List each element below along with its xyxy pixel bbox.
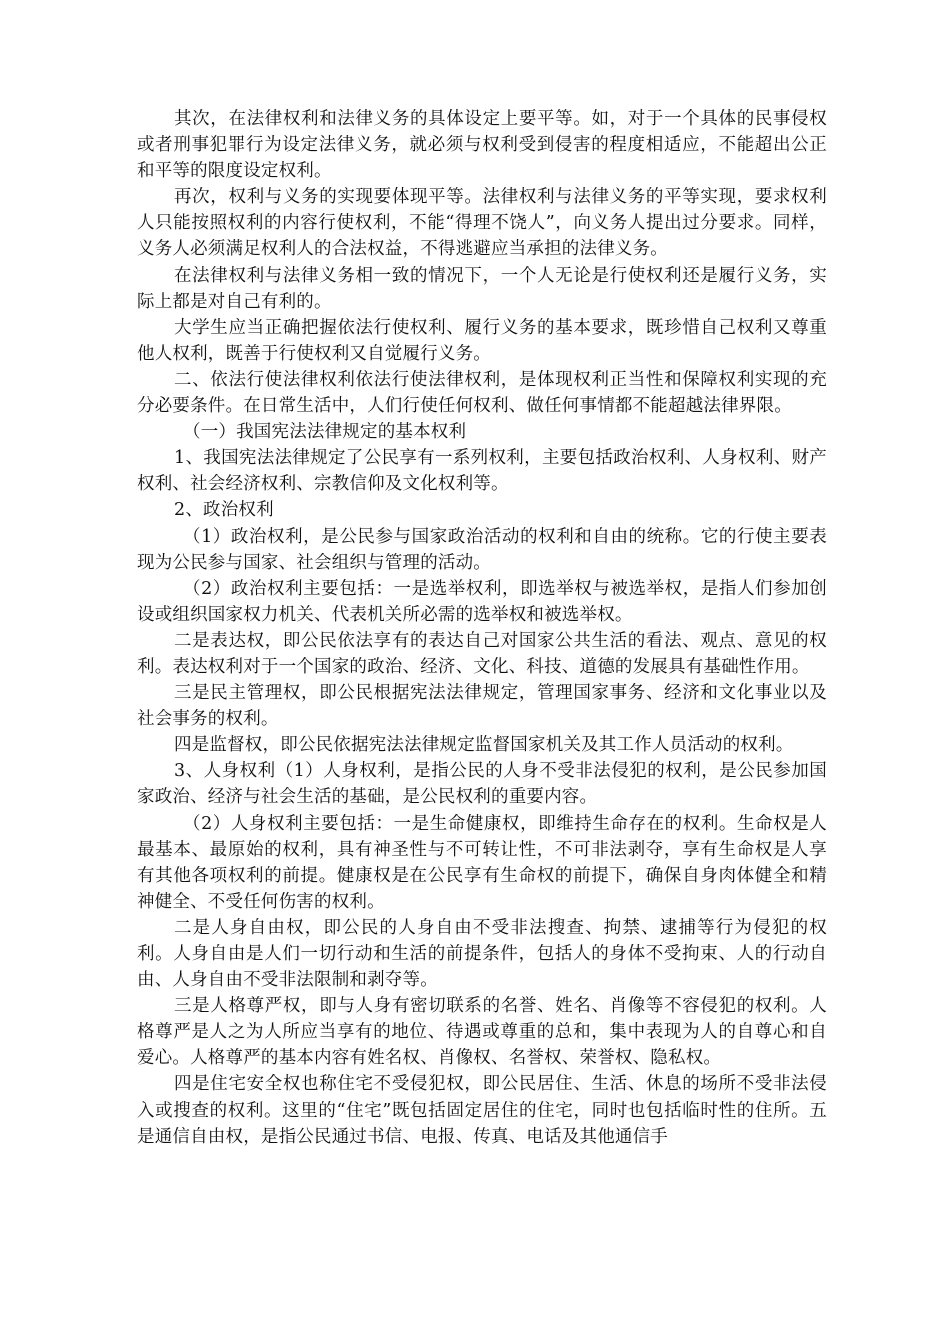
paragraph: 三是人格尊严权，即与人身有密切联系的名誉、姓名、肖像等不容侵犯的权利。人格尊严是人之为人所应当享有的地位、待遇或尊重的总和，集中表现为人的自尊心和自爱心。人格尊严的基本内容有姓名权、肖像权、名誉权、荣誉权、隐私权。 (137, 996, 827, 1069)
paragraph: （2）人身权利主要包括：一是生命健康权，即维持生命存在的权利。生命权是人最基本、最原始的权利，具有神圣性与不可转让性，不可非法剥夺，享有生命权是人享有其他各项权利的前提。健康权是在公民享有生命权的前提下，确保自身肉体健全和精神健全、不受任何伤害的权利。 (137, 813, 827, 912)
paragraph: 在法律权利与法律义务相一致的情况下，一个人无论是行使权利还是履行义务，实际上都是对自己有利的。 (137, 265, 827, 312)
paragraph: （1）政治权利，是公民参与国家政治活动的权利和自由的统称。它的行使主要表现为公民参与国家、社会组织与管理的活动。 (137, 526, 827, 573)
paragraph: 四是住宅安全权也称住宅不受侵犯权，即公民居住、生活、休息的场所不受非法侵入或搜查的权利。这里的“住宅”既包括固定居住的住宅，同时也包括临时性的住所。五是通信自由权，是指公民通过书信、电报、传真、电话及其他通信手 (137, 1074, 827, 1147)
paragraph: 二是人身自由权，即公民的人身自由不受非法搜查、拘禁、逮捕等行为侵犯的权利。人身自由是人们一切行动和生活的前提条件，包括人的身体不受拘束、人的行动自由、人身自由不受非法限制和剥夺等。 (137, 917, 827, 991)
section-heading: （一）我国宪法法律规定的基本权利 (183, 422, 467, 443)
paragraph: 二是表达权，即公民依法享有的表达自己对国家公共生活的看法、观点、意见的权利。表达权利对于一个国家的政治、经济、文化、科技、道德的发展具有基础性作用。 (137, 630, 827, 677)
paragraph: 1、我国宪法法律规定了公民享有一系列权利，主要包括政治权利、人身权利、财产权利、社会经济权利、宗教信仰及文化权利等。 (137, 448, 827, 495)
paragraph: 四是监督权，即公民依据宪法法律规定监督国家机关及其工作人员活动的权利。 (174, 735, 794, 756)
document-body (137, 106, 827, 1150)
paragraph: 再次，权利与义务的实现要体现平等。法律权利与法律义务的平等实现，要求权利人只能按照权利的内容行使权利，不能“得理不饶人”，向义务人提出过分要求。同样，义务人必须满足权利人的合法权益，不得逃避应当承担的法律义务。 (137, 187, 827, 260)
paragraph: 3、人身权利（1）人身权利，是指公民的人身不受非法侵犯的权利，是公民参加国家政治、经济与社会生活的基础，是公民权利的重要内容。 (137, 761, 827, 808)
paragraph: 三是民主管理权，即公民根据宪法法律规定，管理国家事务、经济和文化事业以及社会事务的权利。 (137, 683, 827, 730)
paragraph: （2）政治权利主要包括：一是选举权利，即选举权与被选举权，是指人们参加创设或组织国家权力机关、代表机关所必需的选举权和被选举权。 (137, 578, 827, 625)
paragraph: 其次，在法律权利和法律义务的具体设定上要平等。如，对于一个具体的民事侵权或者刑事犯罪行为设定法律义务，就必须与权利受到侵害的程度相适应，不能超出公正和平等的限度设定权利。 (137, 109, 827, 182)
subsection-heading: 2、政治权利 (174, 500, 274, 521)
paragraph: 二、依法行使法律权利依法行使法律权利，是体现权利正当性和保障权利实现的充分必要条件。在日常生活中，人们行使任何权利、做任何事情都不能超越法律界限。 (137, 369, 827, 417)
paragraph: 大学生应当正确把握依法行使权利、履行义务的基本要求，既珍惜自己权利又尊重他人权利，既善于行使权利又自觉履行义务。 (137, 317, 827, 364)
